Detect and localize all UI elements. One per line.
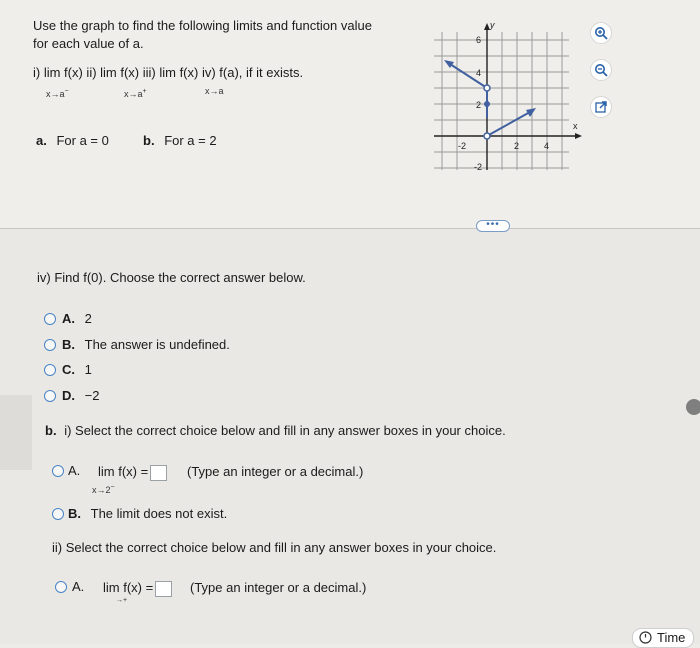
b-ii-option-a-hint: (Type an integer or a decimal.) xyxy=(190,580,367,595)
b-i-option-b-radio[interactable] xyxy=(52,508,64,520)
b-i-option-a-hint: (Type an integer or a decimal.) xyxy=(187,464,364,479)
case-a xyxy=(36,133,109,148)
right-branch xyxy=(487,112,530,136)
iv-option-a-letter: A. xyxy=(62,311,75,326)
open-point-upper xyxy=(484,85,490,91)
iv-option-a-text: 2 xyxy=(84,311,92,326)
b-i-sub-sup: − xyxy=(110,484,115,491)
case-a-text: For a = 0 xyxy=(56,133,109,148)
iv-option-b-radio[interactable] xyxy=(44,339,56,351)
b-ii-option-a-letter: A. xyxy=(72,579,85,594)
iv-prompt: iv) Find f(0). Choose the correct answer below. xyxy=(37,270,306,285)
popout-button[interactable] xyxy=(590,96,612,118)
b-label: b. xyxy=(45,423,57,438)
tick-y-neg2: -2 xyxy=(474,162,483,172)
zoom-in-icon xyxy=(594,26,608,40)
tick-x-2: 2 xyxy=(514,141,520,151)
iv-option-b[interactable] xyxy=(62,337,230,352)
b-ii-option-a-sub: →+ xyxy=(116,597,128,604)
sub-right-text: x→a xyxy=(124,89,143,99)
parts-line: i) lim f(x) ii) lim f(x) iii) lim f(x) iv) f(a), if it exists. xyxy=(33,65,304,80)
iv-option-c[interactable] xyxy=(62,362,92,377)
function-graph xyxy=(430,18,590,173)
y-axis-label: y xyxy=(490,20,495,30)
b-i-answer-box[interactable] xyxy=(150,465,167,481)
zoom-out-icon xyxy=(594,63,608,77)
b-i-option-a-sub xyxy=(92,484,115,495)
zoom-out-button[interactable] xyxy=(590,59,612,81)
sub-left-sup: − xyxy=(64,88,69,95)
b-i-option-a-letter: A. xyxy=(68,463,81,478)
clock-icon xyxy=(639,631,652,644)
b-i-option-a-expression xyxy=(98,464,169,481)
tick-x-4: 4 xyxy=(544,141,550,151)
iv-option-b-text: The answer is undefined. xyxy=(84,337,230,352)
zoom-in-button[interactable] xyxy=(590,22,612,44)
tick-y-4: 4 xyxy=(476,68,482,78)
sub-right-limit xyxy=(124,88,147,99)
b-i-option-a-radio[interactable] xyxy=(52,465,64,477)
tick-y-2: 2 xyxy=(476,100,482,110)
sub-left-text: x→a xyxy=(46,89,65,99)
more-button[interactable]: ••• xyxy=(476,220,510,232)
iv-option-a-radio[interactable] xyxy=(44,313,56,325)
popout-icon xyxy=(594,100,608,114)
b-i-option-b-letter: B. xyxy=(68,506,81,521)
iv-option-c-radio[interactable] xyxy=(44,364,56,376)
b-ii-option-a-lim: lim f(x) = xyxy=(103,580,154,595)
tick-y-6: 6 xyxy=(476,35,482,45)
sub-right-sup: + xyxy=(142,88,147,95)
b-ii-prompt: ii) Select the correct choice below and fill in any answer boxes in your choice. xyxy=(52,540,497,555)
sub-left-limit xyxy=(46,88,69,99)
iv-option-d-letter: D. xyxy=(62,388,75,403)
current-part-highlight xyxy=(0,395,32,470)
right-branch-arrow xyxy=(526,108,536,117)
time-button[interactable] xyxy=(632,628,694,648)
left-branch xyxy=(450,64,487,88)
b-ii-answer-box[interactable] xyxy=(155,581,172,597)
time-label: Time xyxy=(657,630,686,645)
b-i-option-b-text: The limit does not exist. xyxy=(90,506,228,521)
b-i-prompt-line xyxy=(45,423,506,438)
intro-line-1: Use the graph to find the following limits and function value xyxy=(33,18,372,33)
case-b-label: b. xyxy=(143,133,155,148)
intro-line-2: for each value of a. xyxy=(33,36,144,51)
iv-option-d-text: −2 xyxy=(84,388,100,403)
tick-x-neg2: -2 xyxy=(458,141,467,151)
b-i-prompt: i) Select the correct choice below and fill in any answer boxes in your choice. xyxy=(64,423,506,438)
iv-option-b-letter: B. xyxy=(62,337,75,352)
case-b xyxy=(143,133,217,148)
x-axis-arrow xyxy=(575,133,582,139)
iv-option-d-radio[interactable] xyxy=(44,390,56,402)
b-i-option-b[interactable] xyxy=(68,506,227,521)
iv-option-c-letter: C. xyxy=(62,362,75,377)
x-axis-label: x xyxy=(573,121,578,131)
closed-point xyxy=(484,101,490,107)
case-b-text: For a = 2 xyxy=(164,133,217,148)
open-point-lower xyxy=(484,133,490,139)
scroll-indicator[interactable] xyxy=(686,399,700,415)
iv-option-a[interactable] xyxy=(62,311,92,326)
case-a-label: a. xyxy=(36,133,47,148)
b-i-option-a-lim: lim f(x) = xyxy=(98,464,149,479)
iv-option-c-text: 1 xyxy=(84,362,92,377)
sub-two-sided: x→a xyxy=(205,86,224,96)
iv-option-d[interactable] xyxy=(62,388,99,403)
b-ii-option-a-radio[interactable] xyxy=(55,581,67,593)
b-ii-option-a-expression xyxy=(103,580,174,597)
b-i-sub-text: x→2 xyxy=(92,485,111,495)
